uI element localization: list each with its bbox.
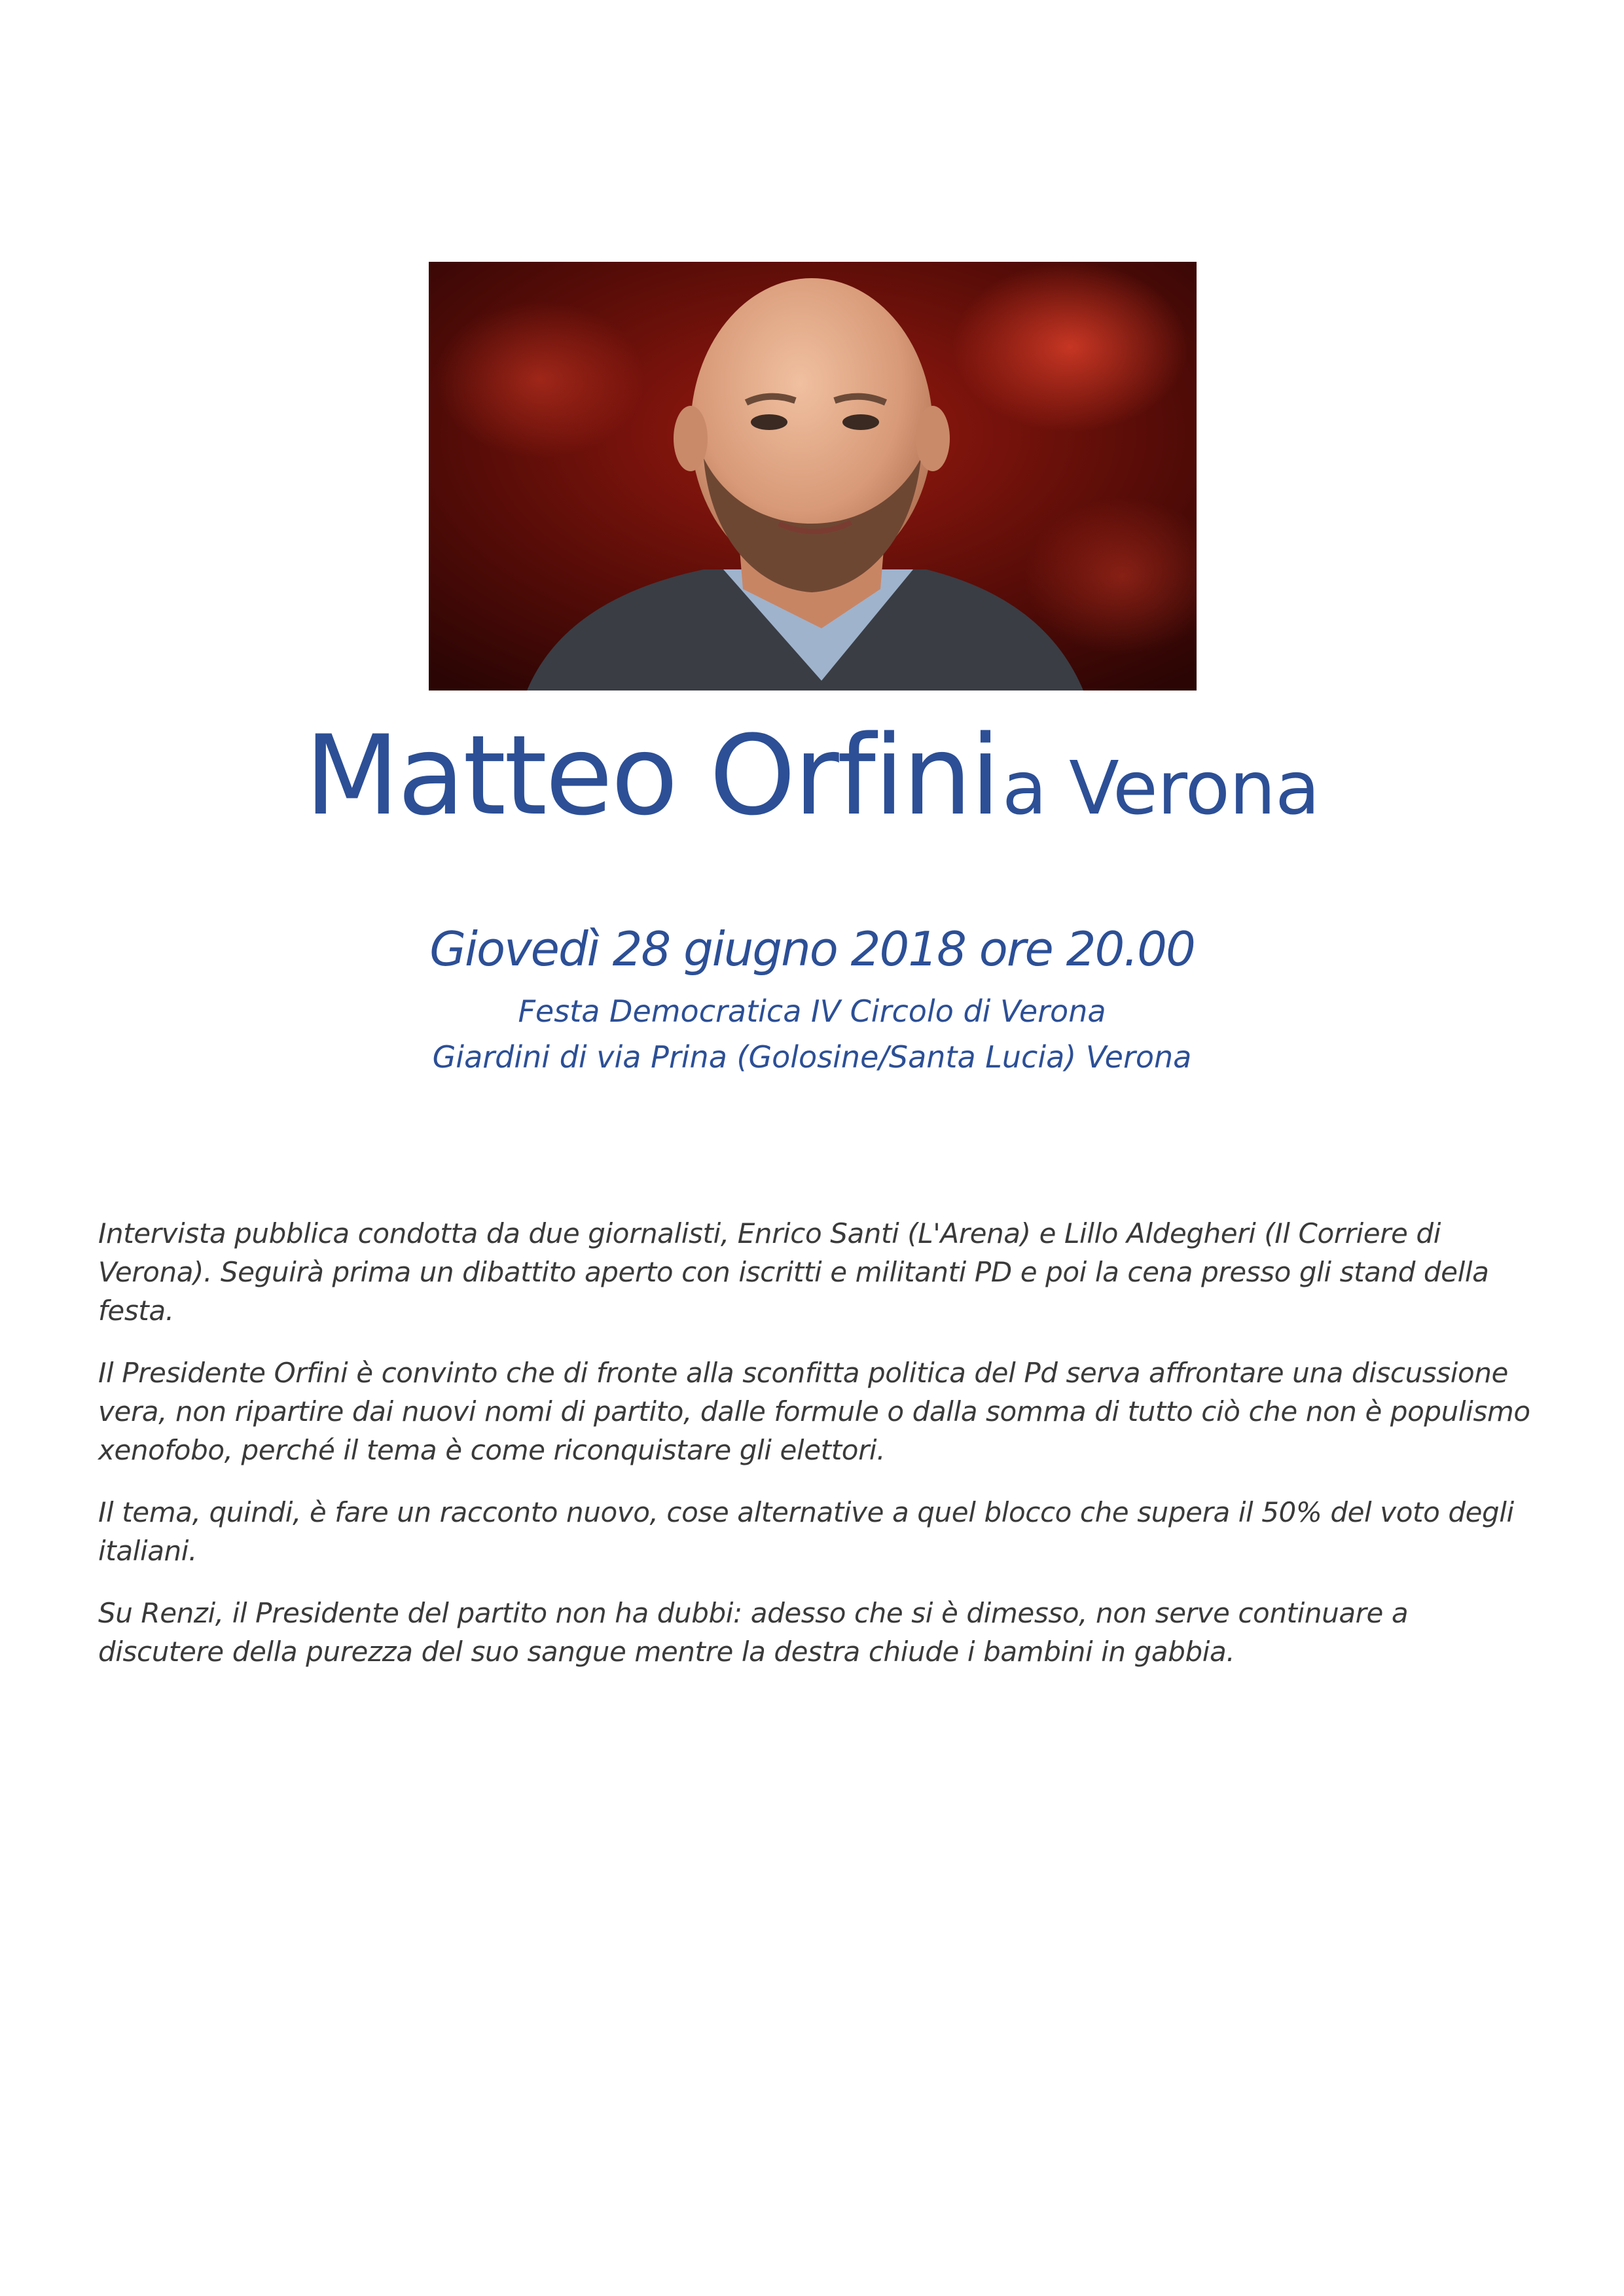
portrait-illustration bbox=[429, 262, 1197, 691]
body-paragraph: Il Presidente Orfini è convinto che di fronte alla sconfitta politica del Pd serva affrontare una discussione vera, non ripartire dai nuovi nomi di partito, dalle formule o dalla somma di tutto ciò che non è populismo xenofobo, perché il tema è come riconquistare gli elettori. bbox=[98, 1357, 1530, 1466]
body-paragraph: Intervista pubblica condotta da due giornalisti, Enrico Santi (L'Arena) e Lillo Aldegheri (Il Corriere di Verona). Seguirà prima un dibattito aperto con iscritti e militanti PD e poi la cena presso gli stand della festa. bbox=[98, 1217, 1489, 1327]
body-paragraph: Il tema, quindi, è fare un racconto nuovo, cose alternative a quel blocco che supera il 50% del voto degli italiani. bbox=[98, 1496, 1514, 1567]
event-venue-name: Festa Democratica IV Circolo di Verona bbox=[518, 994, 1106, 1029]
event-venue-address: Giardini di via Prina (Golosine/Santa Lucia) Verona bbox=[432, 1039, 1192, 1075]
title-place: a Verona bbox=[1001, 746, 1320, 831]
body-paragraph: Su Renzi, il Presidente del partito non ha dubbi: adesso che si è dimesso, non serve continuare a discutere della purezza del suo sangue mentre la destra chiude i bambini in gabbia. bbox=[98, 1597, 1409, 1668]
page-title bbox=[0, 707, 1624, 844]
article-body bbox=[98, 1214, 1532, 1695]
title-name: Matteo Orfini bbox=[304, 711, 999, 840]
event-date: Giovedì 28 giugno 2018 ore 20.00 bbox=[429, 922, 1195, 977]
portrait-photo bbox=[429, 262, 1197, 691]
